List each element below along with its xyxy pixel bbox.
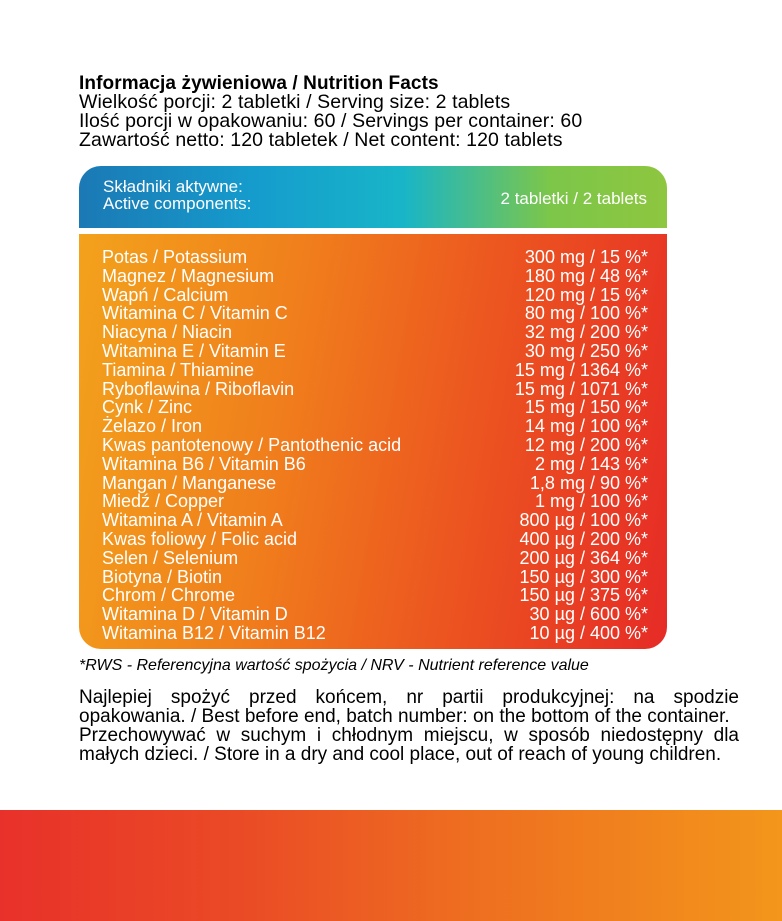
ingredient-name: Witamina C / Vitamin C — [102, 303, 288, 324]
ingredient-value: 180 mg / 48 %* — [524, 265, 648, 286]
ingredient-name: Biotyna / Biotin — [102, 566, 223, 587]
ingredient-name: Witamina B12 / Vitamin B12 — [102, 622, 326, 643]
table-row — [102, 586, 648, 605]
ingredient-value: 30 mg / 250 %* — [524, 340, 648, 361]
ingredient-name: Miedź / Copper — [102, 491, 225, 512]
table-row — [102, 323, 648, 342]
ingredient-value: 32 mg / 200 %* — [524, 322, 648, 343]
servings-per-container: Ilość porcji w opakowaniu: 60 / Servings per container: 60 — [79, 110, 583, 132]
ingredient-name: Kwas pantotenowy / Pantothenic acid — [102, 434, 402, 455]
ingredient-value: 400 µg / 200 %* — [519, 528, 648, 549]
ingredient-value: 150 µg / 300 %* — [519, 566, 648, 587]
ingredient-value: 15 mg / 1071 %* — [514, 378, 648, 399]
ingredient-name: Selen / Selenium — [102, 547, 239, 568]
ingredient-name: Mangan / Manganese — [102, 472, 277, 493]
ingredient-value: 15 mg / 150 %* — [524, 397, 648, 418]
ingredient-name: Witamina D / Vitamin D — [102, 604, 288, 625]
best-before-text: Najlepiej spożyć przed końcem, nr partii produkcyjnej: na spodzie opakowania. / Best before end, batch number: on the bottom of the container. — [79, 687, 739, 727]
table-row — [102, 361, 648, 380]
table-row — [102, 568, 648, 587]
ingredient-value: 1 mg / 100 %* — [534, 491, 648, 512]
table-row — [102, 248, 648, 267]
table-row — [102, 436, 648, 455]
ingredient-value: 15 mg / 1364 %* — [514, 359, 648, 380]
table-row — [102, 492, 648, 511]
table-row — [102, 398, 648, 417]
ingredient-value: 200 µg / 364 %* — [519, 547, 648, 568]
footnote: *RWS - Referencyjna wartość spożycia / NRV - Nutrient reference value — [79, 657, 589, 674]
label-pl: Składniki aktywne: — [103, 177, 243, 196]
ingredient-value: 120 mg / 15 %* — [524, 284, 648, 305]
table-row — [102, 417, 648, 436]
ingredient-name: Witamina E / Vitamin E — [102, 340, 286, 361]
ingredient-value: 300 mg / 15 %* — [524, 247, 648, 267]
ingredient-name: Chrom / Chrome — [102, 585, 236, 606]
ingredient-name: Witamina B6 / Vitamin B6 — [102, 453, 306, 474]
table-row — [102, 530, 648, 549]
table-row — [102, 605, 648, 624]
table-row — [102, 304, 648, 323]
table-header-label — [103, 178, 251, 212]
table-row — [102, 267, 648, 286]
label-en: Active components: — [103, 194, 252, 213]
ingredient-name: Wapń / Calcium — [102, 284, 229, 305]
ingredient-rows — [102, 248, 648, 643]
table-body — [79, 234, 667, 649]
product-info — [79, 688, 739, 764]
ingredient-value: 1,8 mg / 90 %* — [529, 472, 648, 493]
net-content: Zawartość netto: 120 tabletek / Net content: 120 tablets — [79, 129, 563, 151]
table-row — [102, 474, 648, 493]
ingredient-name: Tiamina / Thiamine — [102, 359, 255, 380]
table-row — [102, 455, 648, 474]
nutrition-header — [79, 74, 739, 150]
ingredient-value: 150 µg / 375 %* — [519, 585, 648, 606]
decorative-band — [0, 810, 782, 921]
table-row — [102, 549, 648, 568]
serving-size: Wielkość porcji: 2 tabletki / Serving size: 2 tablets — [79, 91, 511, 113]
table-header — [79, 166, 667, 228]
ingredient-value: 30 µg / 600 %* — [529, 604, 648, 625]
table-row — [102, 286, 648, 305]
table-row — [102, 511, 648, 530]
ingredient-value: 12 mg / 200 %* — [524, 434, 648, 455]
ingredient-value: 14 mg / 100 %* — [524, 416, 648, 437]
ingredient-name: Witamina A / Vitamin A — [102, 510, 283, 531]
ingredient-value: 800 µg / 100 %* — [519, 510, 648, 531]
ingredient-name: Żelazo / Iron — [102, 416, 203, 437]
ingredient-name: Cynk / Zinc — [102, 397, 193, 418]
ingredient-value: 2 mg / 143 %* — [534, 453, 648, 474]
ingredient-value: 10 µg / 400 %* — [529, 622, 648, 643]
nutrition-title: Informacja żywieniowa / Nutrition Facts — [79, 73, 439, 94]
ingredient-value: 80 mg / 100 %* — [524, 303, 648, 324]
table-row — [102, 380, 648, 399]
ingredient-name: Kwas foliowy / Folic acid — [102, 528, 298, 549]
storage-text: Przechowywać w suchym i chłodnym miejscu, w sposób niedostępny dla małych dzieci. / Store in a dry and cool place, out of reach of young children. — [79, 725, 739, 765]
table-row — [102, 624, 648, 643]
ingredient-name: Ryboflawina / Riboflavin — [102, 378, 295, 399]
ingredient-name: Niacyna / Niacin — [102, 322, 233, 343]
table-row — [102, 342, 648, 361]
ingredient-name: Magnez / Magnesium — [102, 265, 275, 286]
ingredient-name: Potas / Potassium — [102, 247, 248, 267]
nutrition-table — [79, 166, 667, 649]
column-heading: 2 tabletki / 2 tablets — [500, 189, 647, 208]
